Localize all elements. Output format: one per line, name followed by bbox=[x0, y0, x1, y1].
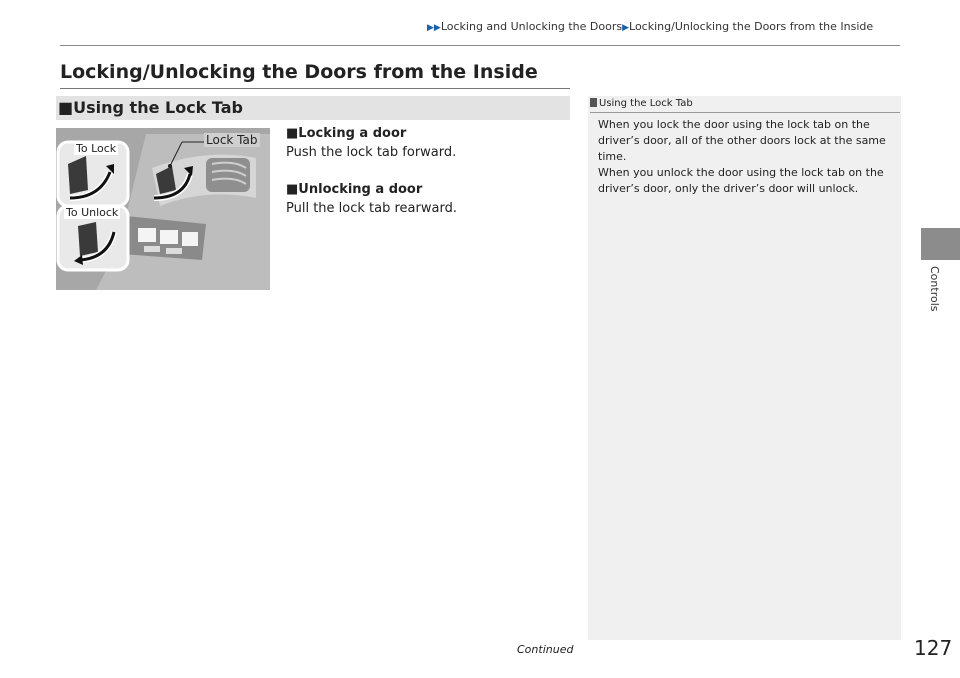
title-divider bbox=[60, 88, 570, 89]
side-note-line: time. bbox=[598, 150, 627, 163]
note-reference-icon bbox=[590, 98, 597, 107]
side-note-title bbox=[590, 98, 693, 109]
chapter-tab[interactable] bbox=[921, 228, 960, 260]
chapter-tab-label: Controls bbox=[928, 266, 941, 312]
section-title: Using the Lock Tab bbox=[73, 98, 243, 117]
item-marker-icon: ■ bbox=[286, 182, 299, 197]
page-number: 127 bbox=[914, 636, 953, 660]
lock-tab-label: Lock Tab bbox=[206, 133, 258, 147]
side-note-line: driver’s door, only the driver’s door will unlock. bbox=[598, 182, 859, 195]
unlocking-door-heading bbox=[286, 182, 422, 197]
page-title: Locking/Unlocking the Doors from the Inside bbox=[60, 61, 538, 83]
item-heading-text: Unlocking a door bbox=[298, 182, 423, 197]
lock-tab-illustration bbox=[56, 128, 270, 290]
breadcrumb-arrow-icon: ▶▶ bbox=[427, 23, 441, 33]
continued-label: Continued bbox=[517, 643, 574, 656]
side-note-body bbox=[598, 117, 894, 197]
locking-door-text: Push the lock tab forward. bbox=[286, 145, 457, 160]
breadcrumb-arrow-icon: ▶ bbox=[622, 23, 630, 33]
breadcrumb bbox=[427, 20, 873, 33]
breadcrumb-item-1[interactable]: Locking and Unlocking the Doors bbox=[440, 20, 623, 33]
section-heading bbox=[58, 98, 243, 117]
side-note-line: When you unlock the door using the lock tab on the bbox=[598, 166, 884, 179]
side-note-divider bbox=[590, 112, 900, 113]
to-unlock-label: To Unlock bbox=[66, 206, 119, 219]
to-lock-label: To Lock bbox=[76, 142, 117, 155]
section-marker-icon: ■ bbox=[58, 98, 74, 117]
side-note-line: driver’s door, all of the other doors lock at the same bbox=[598, 134, 886, 147]
header-divider bbox=[60, 45, 900, 46]
breadcrumb-item-2[interactable]: Locking/Unlocking the Doors from the Inside bbox=[629, 20, 874, 33]
item-heading-text: Locking a door bbox=[298, 126, 407, 141]
side-note-title-text: Using the Lock Tab bbox=[599, 98, 693, 109]
item-marker-icon: ■ bbox=[286, 126, 299, 141]
unlocking-door-text: Pull the lock tab rearward. bbox=[286, 201, 457, 216]
side-note-line: When you lock the door using the lock tab on the bbox=[598, 118, 870, 131]
locking-door-heading bbox=[286, 126, 406, 141]
